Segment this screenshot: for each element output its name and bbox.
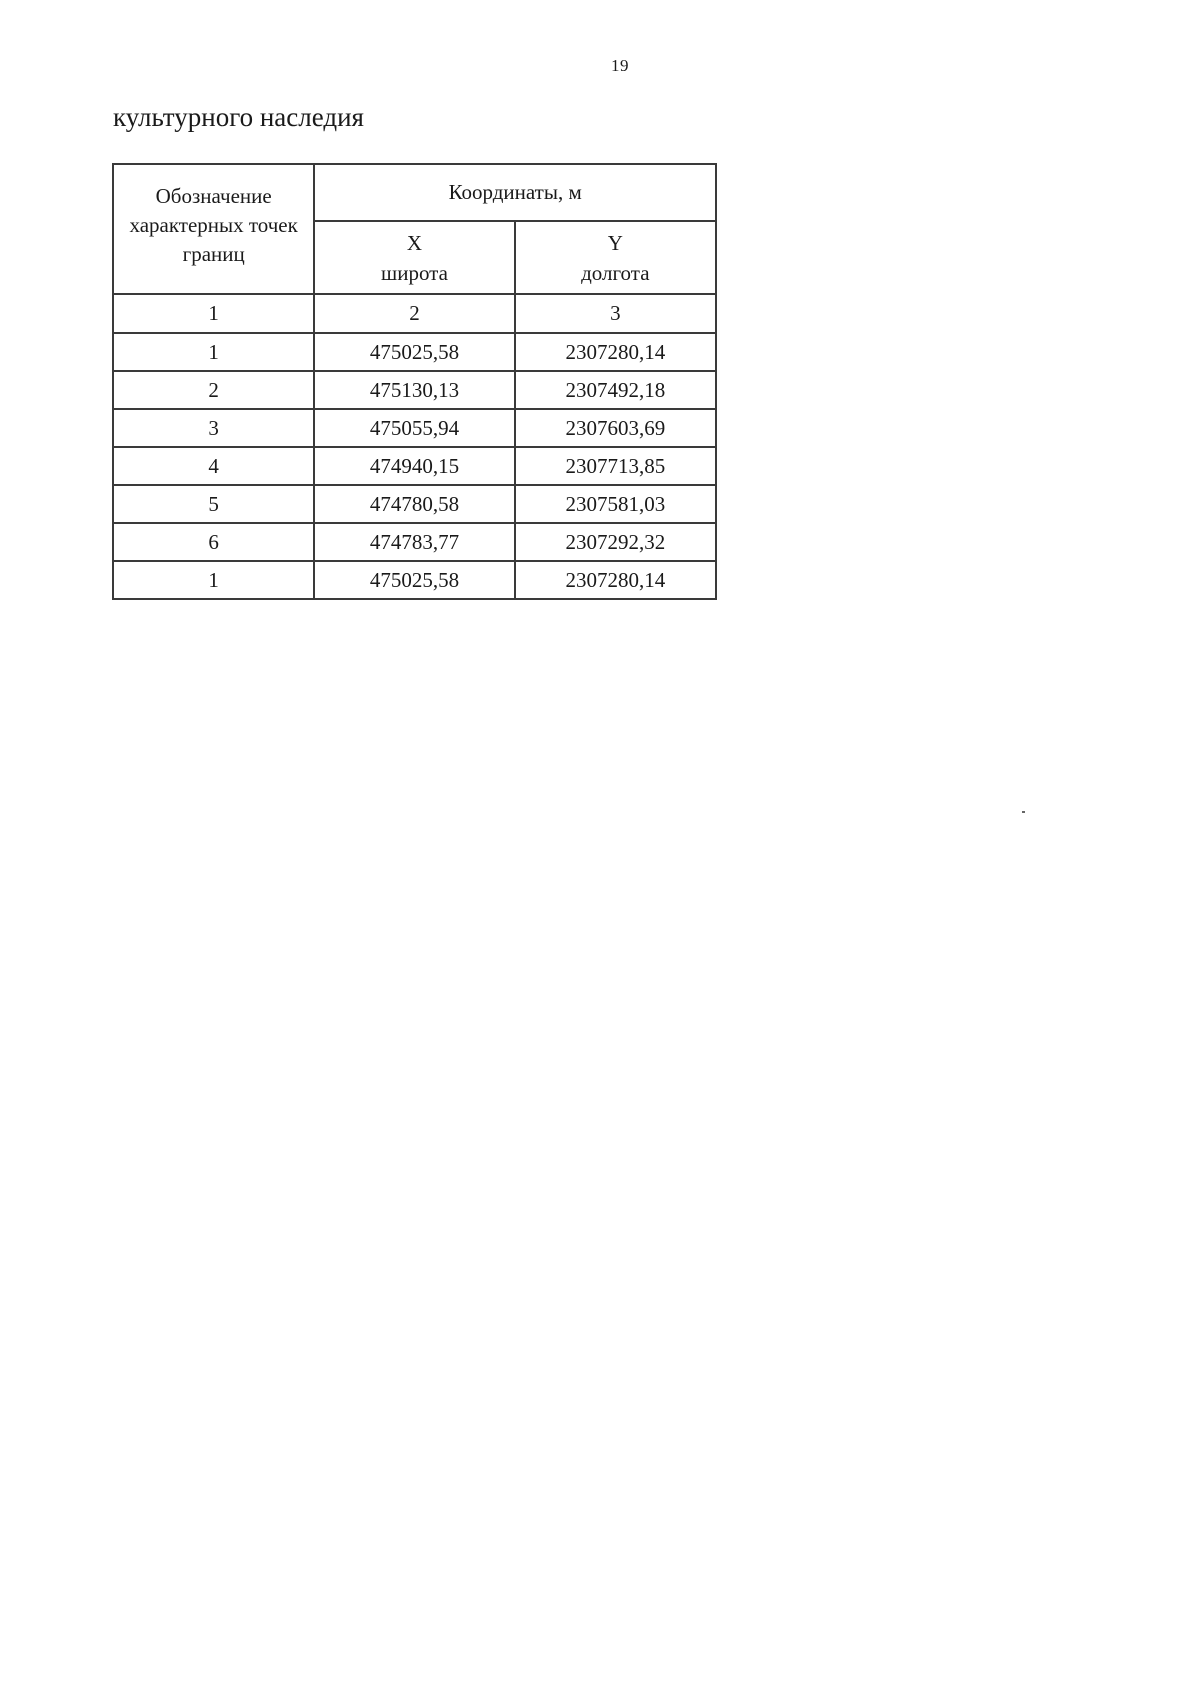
x-cell: 475055,94 [314, 409, 514, 447]
header-y-letter: Y [607, 230, 623, 255]
y-cell: 2307581,03 [515, 485, 716, 523]
x-cell: 475130,13 [314, 371, 514, 409]
x-cell: 474783,77 [314, 523, 514, 561]
coordinates-table [112, 163, 717, 600]
point-cell: 5 [113, 485, 314, 523]
y-cell: 2307280,14 [515, 333, 716, 371]
header-row-top [113, 164, 716, 221]
column-number: 1 [113, 294, 314, 333]
scan-speck [1022, 811, 1025, 813]
continuation-text: культурного наследия [113, 102, 364, 132]
point-cell: 6 [113, 523, 314, 561]
table-row [113, 371, 716, 409]
header-x [314, 221, 514, 294]
column-number: 2 [314, 294, 514, 333]
point-cell: 3 [113, 409, 314, 447]
y-cell: 2307492,18 [515, 371, 716, 409]
y-cell: 2307603,69 [515, 409, 716, 447]
x-cell: 475025,58 [314, 561, 514, 599]
table-row [113, 447, 716, 485]
y-cell: 2307280,14 [515, 561, 716, 599]
header-coordinates: Координаты, м [314, 164, 716, 221]
header-x-letter: X [406, 230, 423, 255]
point-cell: 2 [113, 371, 314, 409]
x-cell: 474780,58 [314, 485, 514, 523]
x-cell: 474940,15 [314, 447, 514, 485]
header-point-designation: Обозначение характерных точек границ [113, 164, 314, 294]
header-x-name: широта [381, 260, 448, 285]
column-number-row [113, 294, 716, 333]
table-row [113, 409, 716, 447]
point-cell: 1 [113, 333, 314, 371]
table-row [113, 523, 716, 561]
point-cell: 1 [113, 561, 314, 599]
point-cell: 4 [113, 447, 314, 485]
table-row [113, 485, 716, 523]
table-row [113, 561, 716, 599]
y-cell: 2307713,85 [515, 447, 716, 485]
y-cell: 2307292,32 [515, 523, 716, 561]
page-number: 19 [611, 56, 629, 75]
column-number: 3 [515, 294, 716, 333]
x-cell: 475025,58 [314, 333, 514, 371]
header-y [515, 221, 716, 294]
header-y-name: долгота [581, 260, 650, 285]
table-row [113, 333, 716, 371]
